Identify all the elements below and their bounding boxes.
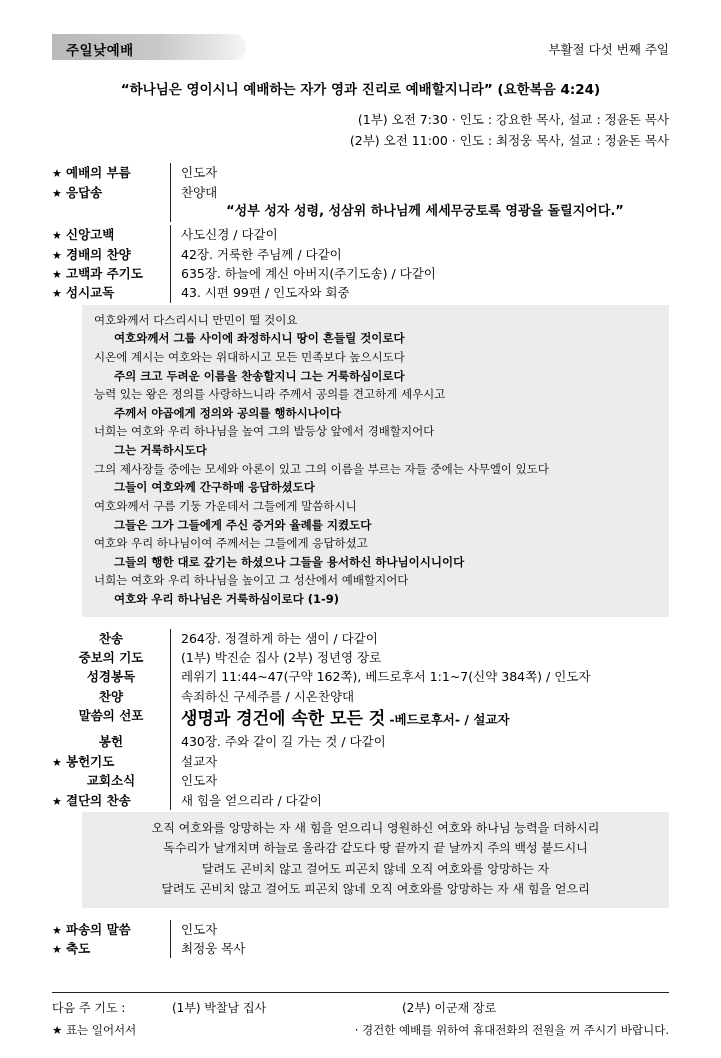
order-row — [52, 687, 669, 706]
order-value-sermon — [170, 706, 669, 732]
order-row — [52, 163, 669, 182]
order-value: 속죄하신 구세주를 / 시온찬양대 — [170, 687, 669, 706]
star-icon: ★ — [52, 186, 62, 200]
order-label: 교회소식 — [86, 773, 136, 789]
reading-line-leader: 여호와께서 구름 기둥 가운데서 그들에게 말씀하시니 — [94, 498, 357, 513]
star-icon: ★ — [52, 167, 62, 181]
reading-line-response: 그들의 행한 대로 갚기는 하셨으나 그들을 용서하신 하나님이시니이다 — [114, 554, 465, 569]
order-value: 최정웅 목사 — [170, 939, 669, 958]
order-label: 중보의 기도 — [78, 650, 144, 666]
order-label-text: 성시교독 — [66, 285, 115, 301]
service-times — [0, 110, 721, 151]
order-row — [52, 732, 669, 751]
liturgical-season: 부활절 다섯 번째 주일 — [548, 42, 669, 57]
closing-hymn-line: 독수리가 날개치며 하늘로 올라감 같도다 땅 끝까지 끝 날까지 주의 백성 붙드시니 — [163, 841, 588, 856]
order-of-worship-part3 — [0, 920, 721, 959]
next-week-label: 다음 주 기도 : — [52, 1001, 126, 1016]
order-label-text: 결단의 찬송 — [66, 792, 131, 808]
bulletin-page — [0, 34, 721, 1058]
service-time-row: (1부) 오전 7:30 · 인도 : 강요한 목사, 설교 : 정윤돈 목사 — [357, 112, 669, 127]
reading-line-leader: 시온에 계시는 여호와는 위대하시고 모든 민족보다 높으시도다 — [94, 349, 405, 364]
reading-line-response: 그들은 그가 그들에게 주신 증거와 율례를 지켰도다 — [114, 517, 372, 532]
header — [0, 34, 721, 60]
star-icon: ★ — [52, 923, 62, 937]
order-label-text: 봉헌기도 — [66, 753, 115, 769]
order-label — [52, 163, 170, 182]
footer — [52, 992, 669, 1038]
order-row — [52, 283, 669, 302]
closing-hymn-block — [82, 812, 669, 908]
order-label — [52, 225, 170, 244]
reading-line-response: 여호와께서 그룹 사이에 좌정하시니 땅이 흔들릴 것이로다 — [114, 331, 405, 346]
order-label — [52, 283, 170, 302]
order-value: 설교자 — [170, 752, 669, 771]
star-icon: ★ — [52, 229, 62, 243]
star-icon: ★ — [52, 794, 62, 808]
reading-line-leader: 너희는 여호와 우리 하나님을 높여 그의 발등상 앞에서 경배할지어다 — [94, 424, 435, 439]
reading-line-response: 주께서 야곱에게 정의와 공의를 행하시나이다 — [114, 405, 342, 420]
footer-divider — [52, 992, 669, 993]
star-icon: ★ — [52, 248, 62, 262]
sermon-source: -베드로후서- / 설교자 — [389, 712, 510, 728]
star-icon: ★ — [52, 267, 62, 281]
order-value: 264장. 정결하게 하는 샘이 / 다같이 — [170, 629, 669, 648]
order-row — [52, 667, 669, 686]
order-of-worship-part1 — [0, 163, 721, 302]
order-row-response-text — [52, 202, 669, 222]
order-row-sermon — [52, 706, 669, 732]
order-label-text: 파송의 말씀 — [66, 921, 131, 937]
order-value: 635장. 하늘에 계신 아버지(주기도송) / 다같이 — [170, 264, 669, 283]
order-value: 레위기 11:44~47(구약 162쪽), 베드로후서 1:1~7(신약 384쪽) / 인도자 — [170, 667, 669, 686]
order-label — [52, 939, 170, 958]
service-time-row: (2부) 오전 11:00 · 인도 : 최정웅 목사, 설교 : 정윤돈 목사 — [349, 132, 669, 148]
order-label: 봉헌 — [98, 734, 124, 750]
scripture-verse: “하나님은 영이시니 예배하는 자가 영과 진리로 예배할지니라” (요한복음 4:24) — [120, 82, 601, 98]
reading-line-response: 그들이 여호와께 간구하매 응답하셨도다 — [114, 480, 315, 495]
order-value: 인도자 — [170, 163, 669, 182]
order-label-text: 신앙고백 — [66, 227, 115, 243]
order-label — [52, 264, 170, 283]
order-value: 430장. 주와 같이 길 가는 것 / 다같이 — [170, 732, 669, 751]
order-label — [52, 791, 170, 810]
reading-line-leader: 그의 제사장들 중에는 모세와 아론이 있고 그의 이름을 부르는 자들 중에는 사무엘이 있도다 — [94, 461, 549, 476]
reading-line-leader: 여호와 우리 하나님이여 주께서는 그들에게 응답하셨고 — [94, 536, 368, 551]
order-label — [52, 752, 170, 771]
reading-line-response: 그는 거룩하시도다 — [114, 443, 207, 458]
order-value: 42장. 거룩한 주님께 / 다같이 — [170, 245, 669, 264]
star-icon: ★ — [52, 287, 62, 301]
order-label-text: 경배의 찬양 — [66, 246, 131, 262]
order-label: 찬양 — [98, 688, 124, 704]
order-row — [52, 629, 669, 648]
order-label-text: 축도 — [66, 940, 91, 956]
next-week-second-service: (2부) 이군재 장로 — [402, 1001, 497, 1016]
order-label: 말씀의 선포 — [78, 708, 144, 724]
order-row — [52, 939, 669, 958]
order-row — [52, 791, 669, 810]
order-value: 찬양대 — [170, 183, 669, 202]
order-value: 인도자 — [170, 920, 669, 939]
closing-hymn-line: 오직 여호와를 앙망하는 자 새 힘을 얻으리니 영원하신 여호와 하나님 능력을 더하시리 — [151, 820, 600, 835]
order-label — [52, 245, 170, 264]
order-label — [52, 920, 170, 939]
next-week-prayer-row — [52, 998, 669, 1020]
order-value: (1부) 박진순 집사 (2부) 정년영 장로 — [170, 648, 669, 667]
order-label — [52, 183, 170, 202]
order-row — [52, 771, 669, 790]
page-title: 주일낮예배 — [66, 43, 134, 59]
reading-line-leader: 여호와께서 다스리시니 만민이 떨 것이요 — [94, 312, 298, 327]
footer-notes — [52, 1022, 669, 1038]
next-week-first-service: (1부) 박찰남 집사 — [172, 1001, 267, 1016]
order-value: 43. 시편 99편 / 인도자와 회중 — [170, 283, 669, 302]
order-row — [52, 648, 669, 667]
order-label-text: 고백과 주기도 — [66, 265, 143, 281]
star-icon: ★ — [52, 755, 62, 769]
star-legend: ★ 표는 일어서서 — [52, 1023, 137, 1037]
order-row — [52, 752, 669, 771]
order-row — [52, 245, 669, 264]
order-value: 사도신경 / 다같이 — [170, 225, 669, 244]
reading-line-leader: 너희는 여호와 우리 하나님을 높이고 그 성산에서 예배할지어다 — [94, 573, 409, 588]
star-icon: ★ — [52, 942, 62, 956]
order-value: 새 힘을 얻으리라 / 다같이 — [170, 791, 669, 810]
order-row — [52, 264, 669, 283]
order-label: 성경봉독 — [86, 669, 136, 685]
order-label-text: 예배의 부름 — [66, 165, 131, 181]
sermon-title: 생명과 경건에 속한 모든 것 — [181, 709, 386, 730]
closing-hymn-line: 달려도 곤비치 않고 걸어도 피곤치 않네 오직 여호와를 앙망하는 자 — [201, 861, 550, 876]
order-row — [52, 920, 669, 939]
reading-line-leader: 능력 있는 왕은 정의를 사랑하느니라 주께서 공의를 견고하게 세우시고 — [94, 387, 446, 402]
order-of-worship-part2 — [0, 629, 721, 810]
doxology-text: “성부 성자 성령, 성삼위 하나님께 세세무궁토록 영광을 돌릴지어다.” — [170, 202, 669, 222]
reading-line-response: 여호와 우리 하나님은 거룩하심이로다 (1-9) — [114, 592, 340, 607]
phone-notice: · 경건한 예배를 위하여 휴대전화의 전원을 꺼 주시기 바랍니다. — [354, 1023, 669, 1037]
closing-hymn-line: 달려도 곤비치 않고 걸어도 피곤치 않네 오직 여호와를 앙망하는 자 새 힘을 얻으리 — [161, 882, 590, 897]
reading-line-response: 주의 크고 두려운 이름을 찬송할지니 그는 거룩하심이로다 — [114, 368, 405, 383]
order-label-text: 응답송 — [66, 184, 103, 200]
order-row — [52, 183, 669, 202]
order-value: 인도자 — [170, 771, 669, 790]
order-row — [52, 225, 669, 244]
order-label: 찬송 — [98, 630, 124, 646]
responsive-reading-block — [82, 305, 669, 617]
